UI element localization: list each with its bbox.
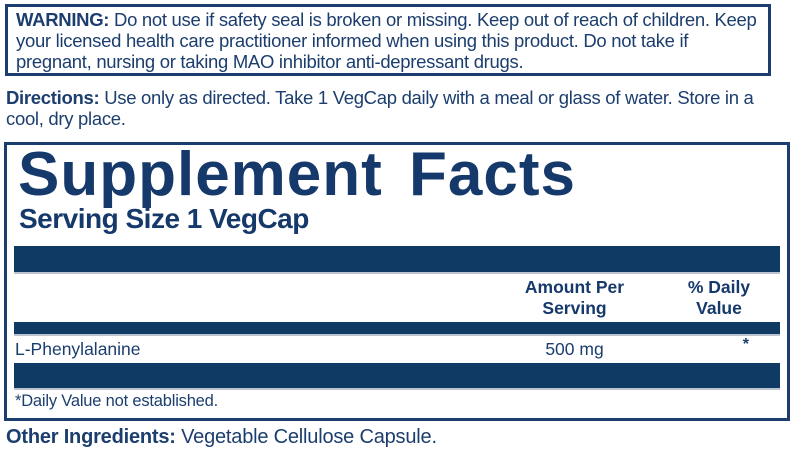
column-header-percent-daily-value: % Daily Value [687, 277, 751, 318]
ingredient-row-daily-value: * [742, 336, 749, 353]
divider-bar-top [14, 246, 780, 272]
other-ingredients-paragraph [6, 425, 437, 449]
column-header-amount-per-serving: Amount Per Serving [524, 277, 625, 318]
directions-paragraph [6, 87, 790, 129]
daily-value-footnote: *Daily Value not established. [15, 392, 219, 410]
directions-label: Directions: [6, 87, 100, 108]
warning-paragraph [16, 9, 760, 72]
directions-text: Use only as directed. Take 1 VegCap daily with a meal or glass of water. Store in a cool, dry place. [6, 87, 754, 129]
facts-title: Supplement Facts [18, 140, 576, 209]
other-ingredients-label: Other Ingredients: [6, 426, 176, 448]
supplement-facts-panel [4, 142, 790, 421]
warning-text: Do not use if safety seal is broken or missing. Keep out of reach of children. Keep your licensed health care practitioner informed when using this product. Do not take if pregnant, nursing or taking MAO inhibitor anti-depressant drugs. [16, 9, 757, 72]
serving-size: Serving Size 1 VegCap [19, 203, 309, 234]
other-ingredients-text: Vegetable Cellulose Capsule. [181, 426, 437, 448]
warning-label: WARNING: [16, 9, 110, 30]
warning-box [5, 4, 771, 76]
divider-bar-header [14, 322, 780, 334]
ingredient-row-amount: 500 mg [545, 339, 604, 359]
ingredient-row-name: L-Phenylalanine [15, 339, 141, 359]
divider-bar-bottom [14, 363, 780, 388]
